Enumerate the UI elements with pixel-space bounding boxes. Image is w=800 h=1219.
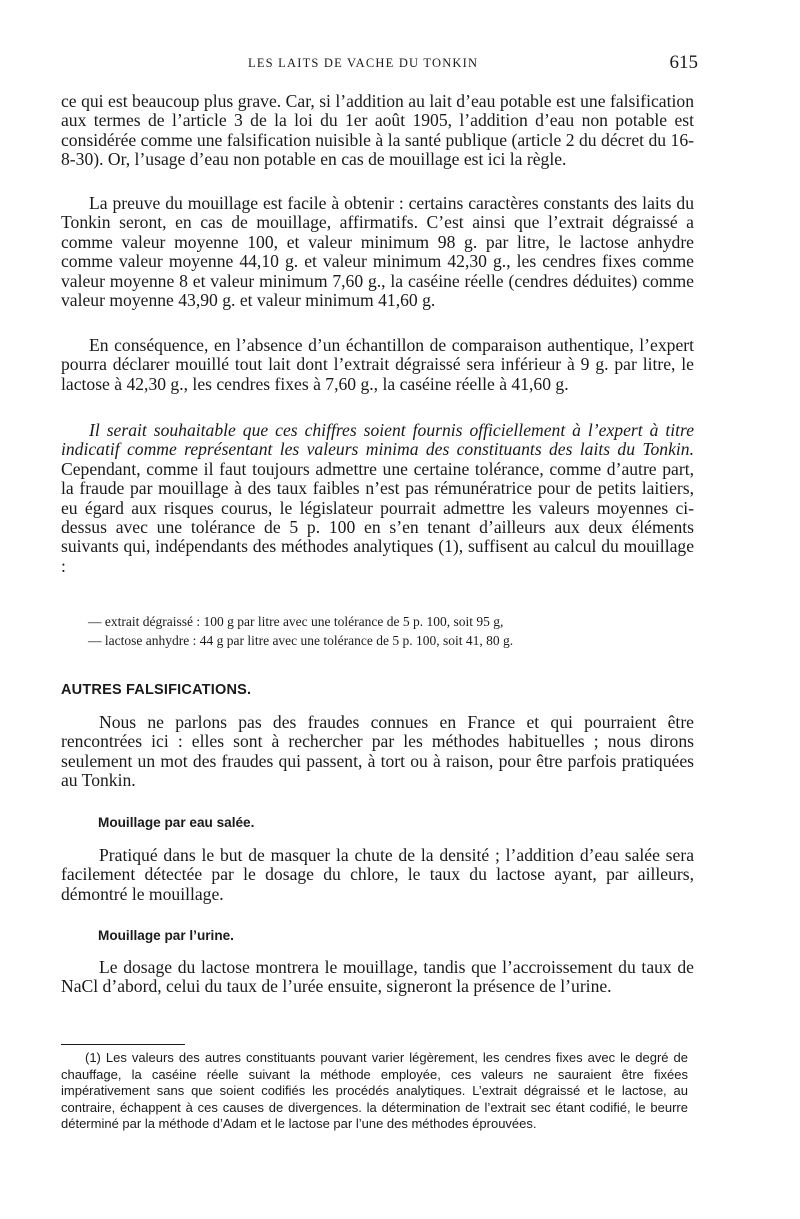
paragraph-5: Nous ne parlons pas des fraudes connues en France et qui pourraient être rencontrées ici : elles sont à rechercher par les méthodes habituelles ; nous dirons seulement un mot des fraudes qui passent, à tort ou à raison, pour être parfois pratiquées au Tonkin. <box>61 712 694 791</box>
paragraph-4-italic: Il serait souhaitable que ces chiffres soient fournis officiellement à l’expert à titre indicatif comme représentant les valeurs minima des constituants des laits du Tonkin. <box>61 420 694 460</box>
paragraph-6: Pratiqué dans le but de masquer la chute de la densité ; l’addition d’eau salée sera facilement détectée par le dosage du chlore, le taux du lactose ayant, par ailleurs, démontré le mouillage. <box>61 845 694 904</box>
list-item: — extrait dégraissé : 100 g par litre avec une tolérance de 5 p. 100, soit 95 g, <box>88 614 504 629</box>
footnote-divider <box>61 1044 185 1045</box>
subheading-salt-water: Mouillage par eau salée. <box>98 815 255 830</box>
paragraph-1: ce qui est beaucoup plus grave. Car, si l’addition au lait d’eau potable est une falsification aux termes de l’article 3 de la loi du 1er août 1905, l’addition d’eau non potable est considérée comme une falsification nuisible à la santé publique (article 2 du décret du 16-8-30). Or, l’usage d’eau non potable en cas de mouillage est ici la règle. <box>61 91 694 170</box>
paragraph-4-rest: Cependant, comme il faut toujours admettre une certaine tolérance, comme d’autre part, la fraude par mouillage à des taux faibles n’est pas rémunératrice pour de petits laitiers, eu égard aux risques courus, le législateur pourrait admettre les valeurs moyennes ci-dessus avec une tolérance de 5 p. 100 en s’en tenant d’ailleurs aux deux éléments suivants qui, indépendants des méthodes analytiques (1), suffisent au calcul du mouillage : <box>61 458 694 576</box>
paragraph-4 <box>61 421 694 576</box>
footnote: (1) Les valeurs des autres constituants pouvant varier légèrement, les cendres fixes avec le degré de chauffage, la caséine réelle suivant la méthode employée, ces valeurs ne sauraient être fixées impérativement sans que soient codifiés les procédés analytiques. L’extrait dégraissé et le lactose, au contraire, échappent à ces causes de divergences. la détermination de l’extrait sec étant codifié, le beurre déterminé par la méthode d’Adam et le lactose par l’une des méthodes éprouvées. <box>61 1050 688 1132</box>
section-heading: AUTRES FALSIFICATIONS. <box>61 682 252 698</box>
running-title: LES LAITS DE VACHE DU TONKIN <box>248 56 479 70</box>
paragraph-2: La preuve du mouillage est facile à obtenir : certains caractères constants des laits du Tonkin seront, en cas de mouillage, affirmatifs. C’est ainsi que l’extrait dégraissé a comme valeur moyenne 100, et valeur minimum 98 g. par litre, le lactose anhydre comme valeur moyenne 44,10 g. et valeur minimum 42,30 g., les cendres fixes comme valeur moyenne 8 et valeur minimum 7,60 g., la caséine réelle (cendres déduites) comme valeur moyenne 43,90 g. et valeur minimum 41,60 g. <box>61 193 694 311</box>
page-number: 615 <box>669 52 698 73</box>
list-item: — lactose anhydre : 44 g par litre avec une tolérance de 5 p. 100, soit 41, 80 g. <box>88 633 514 648</box>
page-header <box>60 52 698 76</box>
subheading-urine: Mouillage par l’urine. <box>98 928 234 943</box>
paragraph-7: Le dosage du lactose montrera le mouillage, tandis que l’accroissement du taux de NaCl d’abord, celui du taux de l’urée ensuite, signeront la présence de l’urine. <box>61 957 694 997</box>
paragraph-3: En conséquence, en l’absence d’un échantillon de comparaison authentique, l’expert pourra déclarer mouillé tout lait dont l’extrait dégraissé sera inférieur à 9 g. par litre, le lactose à 42,30 g., les cendres fixes à 7,60 g., la caséine réelle à 41,60 g. <box>61 335 694 394</box>
tolerance-list <box>88 612 694 650</box>
